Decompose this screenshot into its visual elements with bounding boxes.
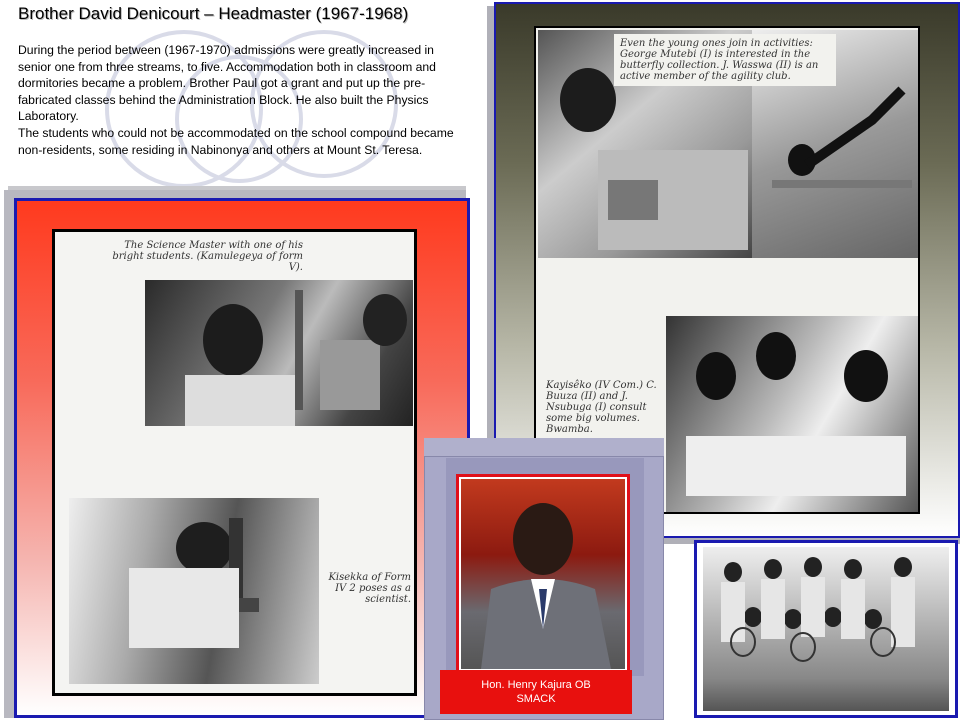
photo-illustration — [69, 498, 319, 684]
photo-illustration — [666, 316, 918, 512]
portrait-photo — [461, 479, 625, 669]
caption-line: Hon. Henry Kajura OB — [481, 679, 591, 691]
paragraph: The students who could not be accommodated on the school compound became non-residents, some residing in Nabinonya and others at Mount St. Teresa. — [18, 125, 454, 157]
photo-illustration — [703, 547, 949, 711]
library-photo — [666, 316, 918, 512]
paragraph: During the period between (1967-1970) admissions were greatly increased in senior one from three streams, to five. Accommodation both in classroom and dormitories became a problem. Brother Paul got a grant and put up the pre-fabricated classes behind the Administration Block. He also built the Physics Laboratory. — [18, 43, 436, 124]
microscope-photo — [69, 498, 319, 684]
team-photo-frame — [694, 540, 958, 718]
photo-illustration — [461, 479, 625, 669]
scan-caption: Kayisêko (IV Com.) C. Buuza (II) and J. Nsubuga (I) consult some big volumes. Bwamba. — [546, 380, 657, 435]
portrait-caption — [440, 670, 632, 714]
portrait-frame — [456, 474, 630, 674]
scan-caption: Even the young ones join in activities: George Mutebi (I) is interested in the butterfly collection. J. Wasswa (II) is an active member of the agility club. — [614, 34, 836, 86]
body-text — [18, 42, 458, 158]
scan-caption: Kisekka of Form IV 2 poses as a scientist. — [328, 572, 411, 605]
caption-line: SMACK — [516, 693, 556, 705]
tennis-team-photo — [703, 547, 949, 711]
left-scan-page — [52, 229, 417, 696]
page-title: Brother David Denicourt – Headmaster (1967-1968) — [18, 4, 409, 23]
science-master-photo — [145, 280, 413, 426]
scan-caption: The Science Master with one of his bright students. (Kamulegeya of form V). — [112, 240, 303, 273]
photo-illustration — [145, 280, 413, 426]
